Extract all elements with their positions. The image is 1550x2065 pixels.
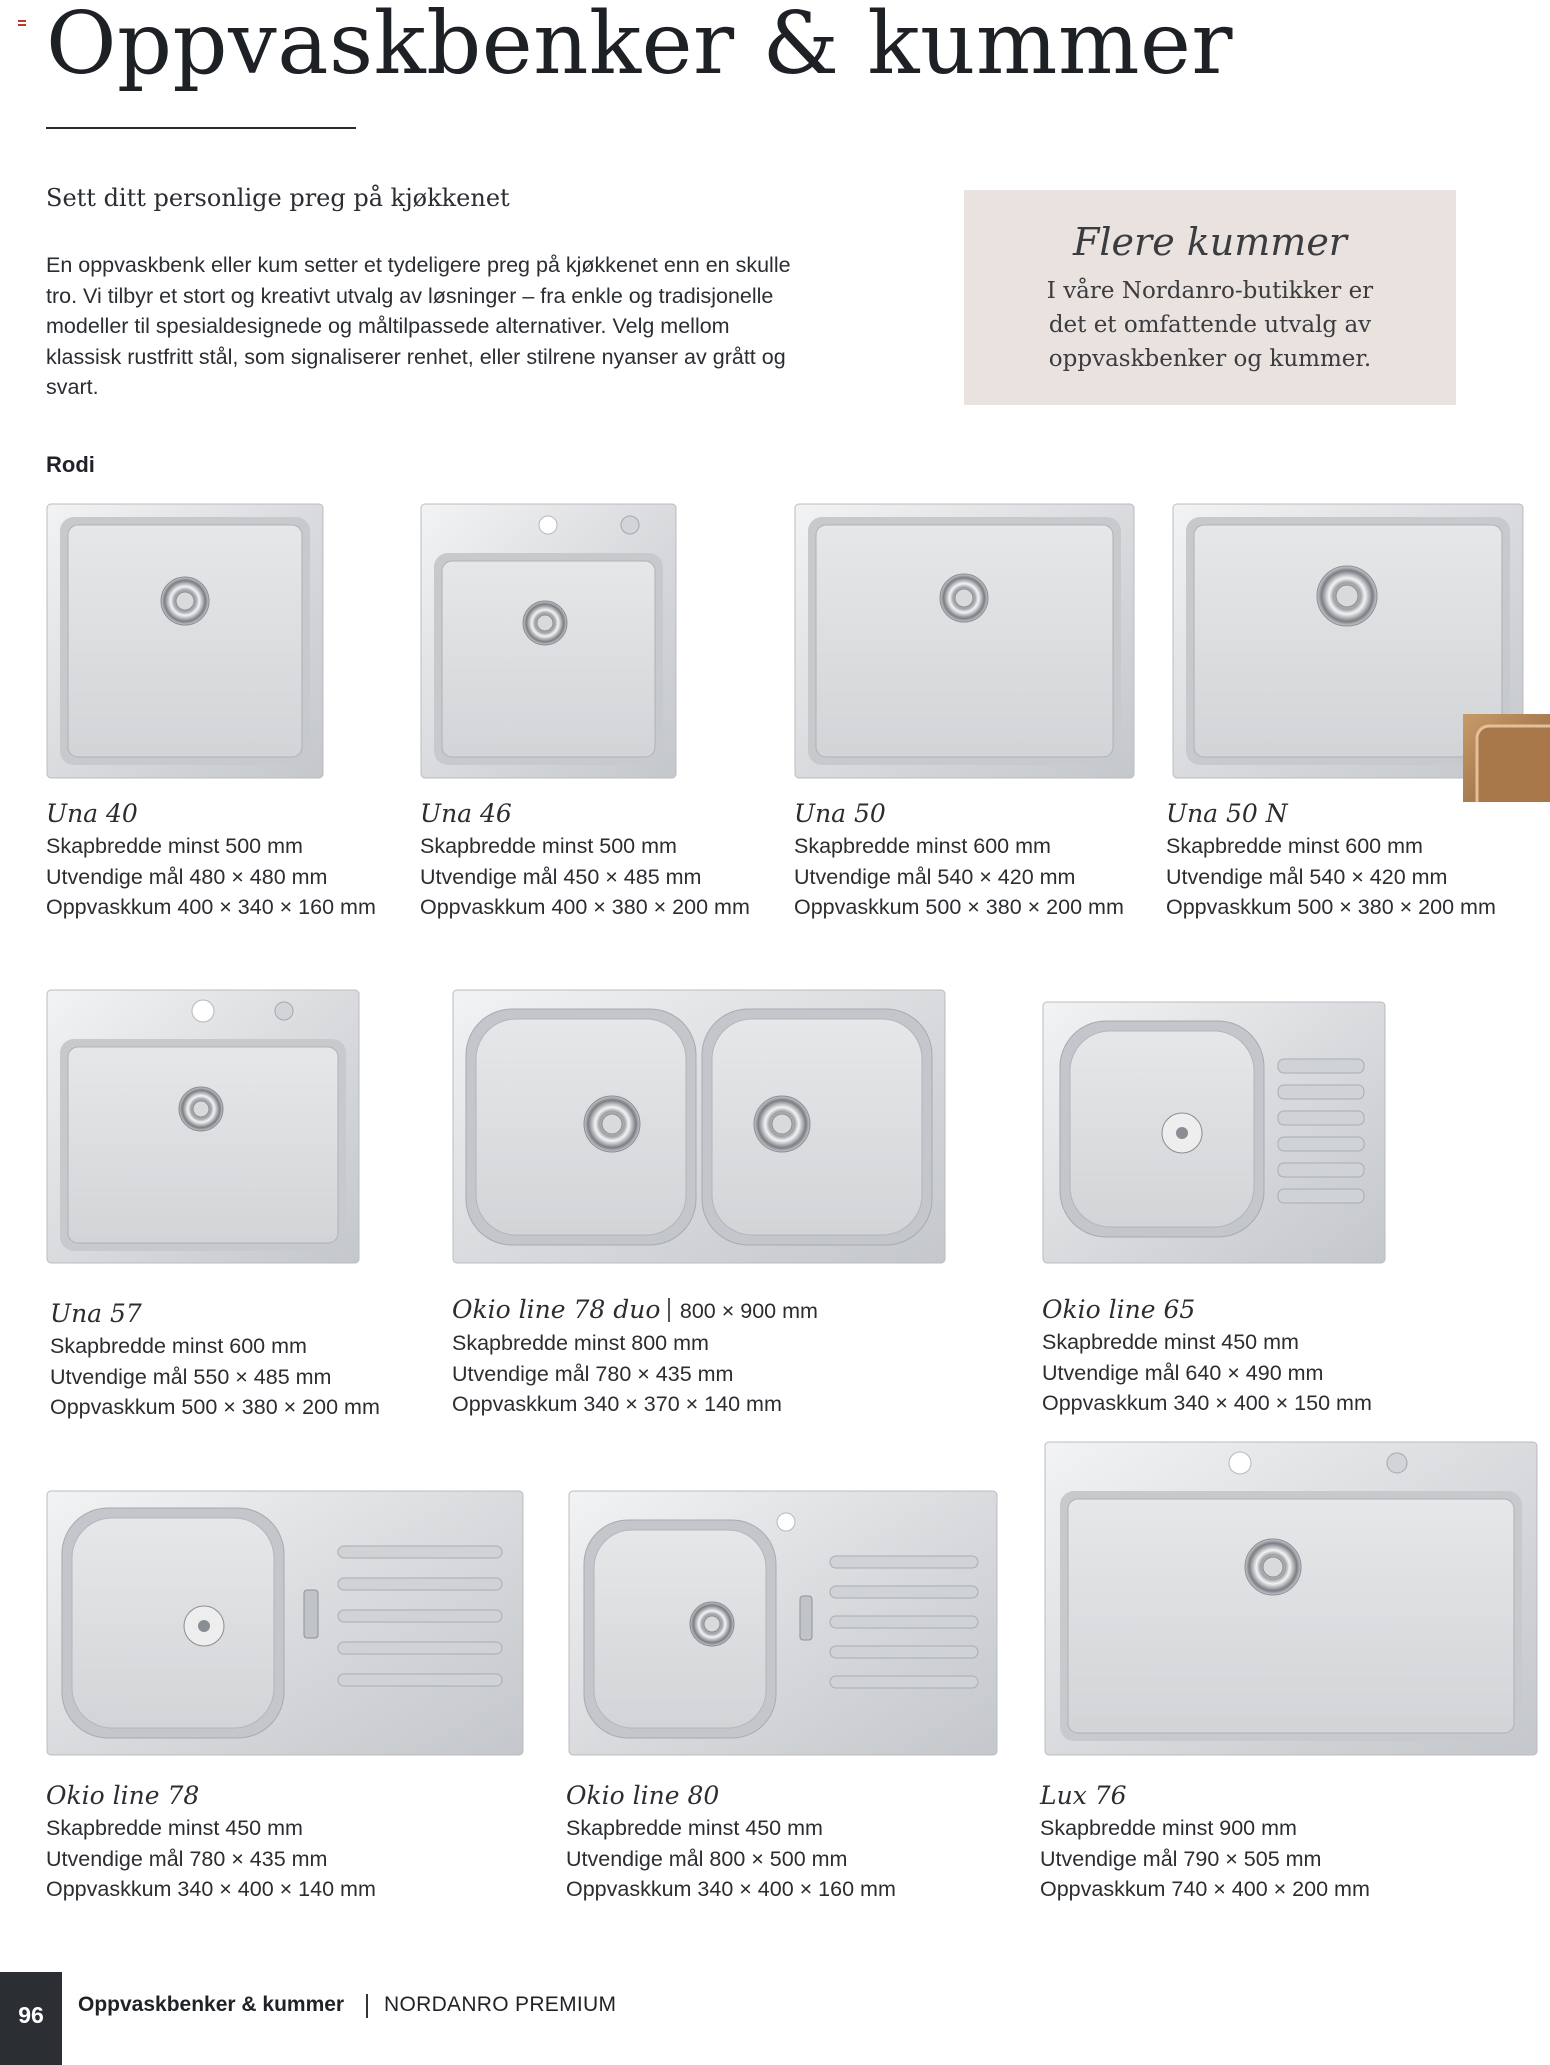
- title-divider: [46, 127, 356, 129]
- product-name-row: [452, 1293, 818, 1328]
- product-caption: [46, 797, 376, 923]
- promo-title: Flere kummer: [1073, 220, 1347, 264]
- product-cabinet-width: Skapbredde minst 450 mm: [566, 1816, 823, 1840]
- page-title: Oppvaskbenker & kummer: [46, 0, 1233, 94]
- product-name: Una 50: [794, 799, 886, 828]
- product-caption: [1042, 1293, 1372, 1419]
- product-name: Okio line 65: [1042, 1295, 1196, 1324]
- page-subtitle: Sett ditt personlige preg på kjøkkenet: [46, 184, 510, 212]
- product-basin-dimensions: Oppvaskkum 400 × 380 × 200 mm: [420, 895, 750, 919]
- product-name: Okio line 78: [46, 1781, 200, 1810]
- product-cabinet-width: Skapbredde minst 900 mm: [1040, 1816, 1297, 1840]
- product-name: Una 50 N: [1166, 799, 1288, 828]
- product-name: Lux 76: [1040, 1781, 1127, 1810]
- product-image-una-46[interactable]: [420, 503, 677, 779]
- product-basin-dimensions: Oppvaskkum 500 × 380 × 200 mm: [1166, 895, 1496, 919]
- product-caption: [794, 797, 1124, 923]
- product-outer-dimensions: Utvendige mål 790 × 505 mm: [1040, 1846, 1322, 1871]
- product-caption: [566, 1779, 896, 1905]
- footer-brand: NORDANRO PREMIUM: [384, 1993, 617, 2016]
- section-label: Rodi: [46, 452, 95, 477]
- promo-box: [964, 190, 1456, 405]
- product-cabinet-width: Skapbredde minst 500 mm: [420, 834, 677, 858]
- product-image-okio-line-80[interactable]: [568, 1490, 998, 1756]
- product-name: Okio line 78 duo: [452, 1295, 661, 1324]
- footer-divider: [366, 1994, 368, 2018]
- product-basin-dimensions: Oppvaskkum 400 × 340 × 160 mm: [46, 895, 376, 919]
- product-outer-dimensions: Utvendige mål 640 × 490 mm: [1042, 1360, 1324, 1385]
- product-image-una-40[interactable]: [46, 503, 324, 779]
- product-basin-dimensions: Oppvaskkum 340 × 400 × 140 mm: [46, 1877, 376, 1901]
- product-cabinet-width: Skapbredde minst 600 mm: [1166, 834, 1423, 858]
- product-caption: [1166, 797, 1496, 923]
- product-caption: [50, 1297, 380, 1423]
- intro-paragraph: En oppvaskbenk eller kum setter et tydeligere preg på kjøkkenet enn en skulle tro. Vi tilbyr et stort og kreativt utvalg av løsninger – fra enkle og tradisjonelle modeller til spesialdesignede og måltilpassede alternativer. Velg mellom klassisk rustfritt stål, som signaliserer renhet, eller stilrene nyanser av grått og svart.: [46, 253, 791, 399]
- product-overall-size: 800 × 900 mm: [679, 1299, 818, 1323]
- product-outer-dimensions: Utvendige mål 480 × 480 mm: [46, 864, 328, 889]
- product-caption: [46, 1779, 376, 1905]
- footer-section-title: Oppvaskbenker & kummer: [78, 1993, 345, 2016]
- product-name: Una 46: [420, 799, 512, 828]
- product-image-okio-line-65[interactable]: [1042, 1001, 1386, 1264]
- product-cabinet-width: Skapbredde minst 600 mm: [794, 834, 1051, 858]
- product-cabinet-width: Skapbredde minst 450 mm: [46, 1816, 303, 1840]
- product-name: Una 57: [50, 1299, 142, 1328]
- product-outer-dimensions: Utvendige mål 780 × 435 mm: [46, 1846, 328, 1871]
- product-caption: [420, 797, 750, 923]
- copper-sink-thumbnail: [1463, 714, 1550, 802]
- product-name: Una 40: [46, 799, 138, 828]
- product-name: Okio line 80: [566, 1781, 720, 1810]
- product-image-una-50[interactable]: [794, 503, 1135, 779]
- product-basin-dimensions: Oppvaskkum 340 × 370 × 140 mm: [452, 1392, 782, 1416]
- product-outer-dimensions: Utvendige mål 780 × 435 mm: [452, 1361, 734, 1386]
- promo-text: I våre Nordanro-butikker er det et omfattende utvalg av oppvaskbenker og kummer.: [1046, 278, 1374, 372]
- product-image-okio-line-78-duo[interactable]: [452, 989, 946, 1264]
- product-cabinet-width: Skapbredde minst 800 mm: [452, 1331, 709, 1355]
- name-separator: [668, 1298, 670, 1322]
- product-cabinet-width: Skapbredde minst 500 mm: [46, 834, 303, 858]
- product-outer-dimensions: Utvendige mål 800 × 500 mm: [566, 1846, 848, 1871]
- product-cabinet-width: Skapbredde minst 600 mm: [50, 1334, 307, 1358]
- product-caption: [452, 1293, 818, 1420]
- product-basin-dimensions: Oppvaskkum 340 × 400 × 150 mm: [1042, 1391, 1372, 1415]
- product-image-okio-line-78[interactable]: [46, 1490, 524, 1756]
- product-caption: [1040, 1779, 1370, 1905]
- product-outer-dimensions: Utvendige mål 540 × 420 mm: [1166, 864, 1448, 889]
- page-number: 96: [0, 1972, 62, 2065]
- product-outer-dimensions: Utvendige mål 550 × 485 mm: [50, 1364, 332, 1389]
- product-basin-dimensions: Oppvaskkum 740 × 400 × 200 mm: [1040, 1877, 1370, 1901]
- product-basin-dimensions: Oppvaskkum 500 × 380 × 200 mm: [50, 1395, 380, 1419]
- product-basin-dimensions: Oppvaskkum 500 × 380 × 200 mm: [794, 895, 1124, 919]
- corner-mark: [18, 20, 26, 26]
- product-image-lux-76[interactable]: [1044, 1441, 1538, 1756]
- product-outer-dimensions: Utvendige mål 540 × 420 mm: [794, 864, 1076, 889]
- product-image-una-57[interactable]: [46, 989, 360, 1264]
- product-outer-dimensions: Utvendige mål 450 × 485 mm: [420, 864, 702, 889]
- product-basin-dimensions: Oppvaskkum 340 × 400 × 160 mm: [566, 1877, 896, 1901]
- product-cabinet-width: Skapbredde minst 450 mm: [1042, 1330, 1299, 1354]
